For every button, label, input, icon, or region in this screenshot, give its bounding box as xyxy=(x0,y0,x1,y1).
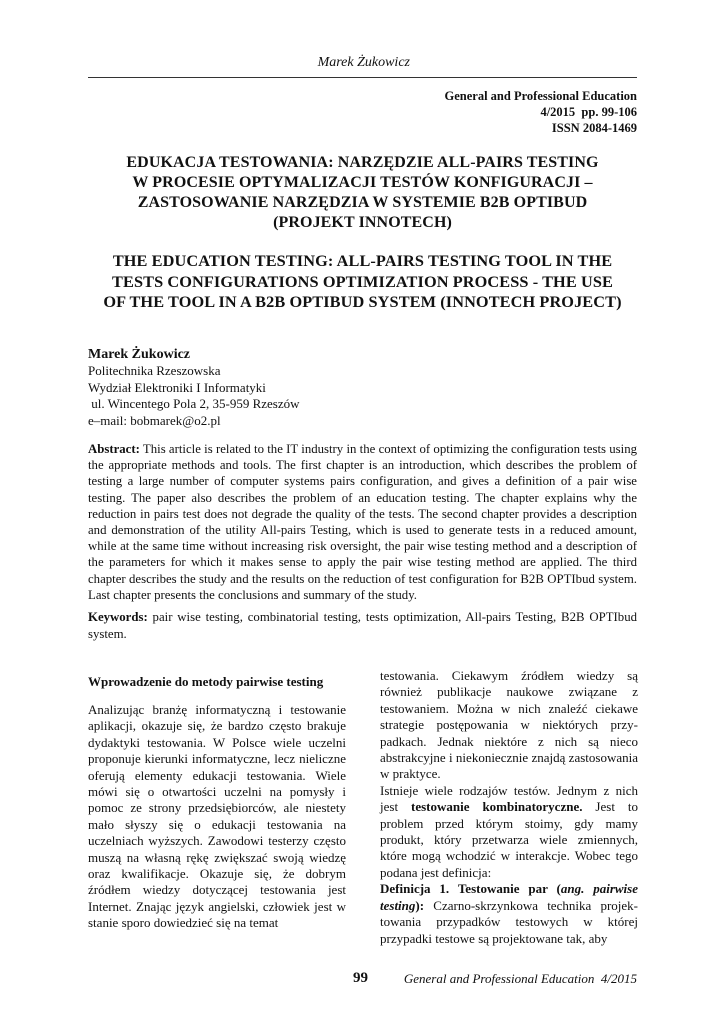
journal-info xyxy=(445,88,638,136)
title-polish xyxy=(88,153,637,233)
title-line: ZASTOSOWANIE NARZĘDZIA W SYSTEMIE B2B OPTIBUD xyxy=(137,194,588,211)
journal-name: General and Professional Education xyxy=(444,89,637,103)
definition-text: Czarno-skrzynkowa technika projektowania przypadków testowych w której przypadki testowe są projektowane tak, aby xyxy=(380,897,638,946)
page-number: 99 xyxy=(353,970,368,986)
author-block xyxy=(88,346,300,429)
title-line: EDUKACJA TESTOWANIA: NARZĘDZIE ALL-PAIRS TESTING xyxy=(126,154,599,171)
p2-text-after: Jest to problem przed którym stoimy, gdy mamy produkt, który przetwarza wiele zmiennych, które mogą wchodzić w interakcje. Wobec tego podana jest definicja: xyxy=(380,799,638,880)
title-line: W PROCESIE OPTYMALIZACJI TESTÓW KONFIGURACJI – xyxy=(132,174,593,191)
address-line: ul. Wincentego Pola 2, 35-959 Rzeszów xyxy=(88,396,300,411)
running-head: Marek Żukowicz xyxy=(317,55,410,70)
keywords-text: pair wise testing, combinatorial testing, tests optimization, All-pairs Testing, B2B OPTIbud system. xyxy=(88,610,637,641)
paragraph-combinatorial xyxy=(380,783,638,881)
issue-pages: 4/2015 pp. 99-106 xyxy=(540,105,637,119)
right-column xyxy=(380,668,638,947)
title-line: TESTS CONFIGURATIONS OPTIMIZATION PROCESS - THE USE xyxy=(112,271,613,291)
left-column xyxy=(88,673,346,932)
term-combinatorial-testing: testowanie kombinatoryczne. xyxy=(411,799,583,815)
definition-close: ): xyxy=(415,897,425,913)
email-line: e–mail: bobmarek@o2.pl xyxy=(88,412,221,428)
definition-english-term: ang. pairwise testing xyxy=(380,881,638,913)
p2-text-before: Istnieje wiele rodzajów testów. Jednym z nich jest xyxy=(380,782,638,815)
keywords-label: Keywords: xyxy=(88,610,148,624)
issn: ISSN 2084-1469 xyxy=(551,121,637,135)
intro-paragraph: Analizując branżę informatyczną i testowanie aplikacji, okazuje się, że bardzo często brakuje dydaktyki testowania. W Polsce wiele uczelni proponuje kierunki informatyczne, lecz nieliczne oferują elementy edukacji testowania. Wiele mówi się o otwartości uczelni na pomysły i pomoc ze strony przedsiębiorców, ale niestety mało słyszy się o edukacji testowania na uczelniach wyższych. Zawodowi testerzy często muszą na własną rękę zwiększać swoją wiedzę oraz kwalifikacje. Okazuje się, że dobrym źródłem wiedzy dotyczącej testowania jest Internet. Znając język angielski, człowiek jest w stanie sporo dowiedzieć się na temat xyxy=(88,702,346,931)
title-line: OF THE TOOL IN A B2B OPTIBUD SYSTEM (INNOTECH PROJECT) xyxy=(103,292,622,311)
section-heading: Wprowadzenie do metody pairwise testing xyxy=(88,674,324,689)
abstract-label: Abstract: xyxy=(88,442,140,456)
header-rule xyxy=(88,77,637,78)
affiliation-line: Wydział Elektroniki I Informatyki xyxy=(88,379,266,395)
author-name: Marek Żukowicz xyxy=(88,347,191,362)
title-line: THE EDUCATION TESTING: ALL-PAIRS TESTING TOOL IN THE xyxy=(112,251,613,270)
keywords xyxy=(88,609,637,643)
affiliation-line: Politechnika Rzeszowska xyxy=(88,363,221,378)
paragraph-sources: testowania. Ciekawym źródłem wiedzy są również publikacje naukowe związane z testowaniem. Można w nich znaleźć ciekawe strategie postępowania w niektórych przypadkach. Jednak niektóre z nich są nieco abstrakcyjne i niekoniecznie znajdą zastosowania w praktyce. xyxy=(380,668,638,782)
page-footer xyxy=(88,970,637,990)
definition-label: Definicja 1. Testowanie par ( xyxy=(380,881,561,897)
title-english xyxy=(88,251,637,313)
footer-journal: General and Professional Education 4/2015 xyxy=(403,971,637,986)
abstract xyxy=(88,441,637,603)
definition-1 xyxy=(380,881,638,947)
abstract-text: This article is related to the IT industry in the context of optimizing the configuration tests using the appropriate methods and tools. The first chapter is an introduction, which describes the problem of testing a large number of computer systems pairs configuration, and gives a definition of a pair wise testing. The paper also describes the problem of an education testing. The chapter explains why the reduction in pairs test does not degrade the quality of the tests. The second chapter provides a description and demonstration of the utility All-pairs Testing, which is used to generate tests in a reduced amount, while at the same time without increasing risk oversight, the pair wise testing method and a description of the parameters for which it makes sense to apply the pair wise testing method are applied. The third chapter describes the study and the results on the reduction of test configuration for B2B OPTIbud system. Last chapter presents the conclusions and summary of the study. xyxy=(88,442,637,602)
title-line: (PROJEKT INNOTECH) xyxy=(273,214,452,231)
